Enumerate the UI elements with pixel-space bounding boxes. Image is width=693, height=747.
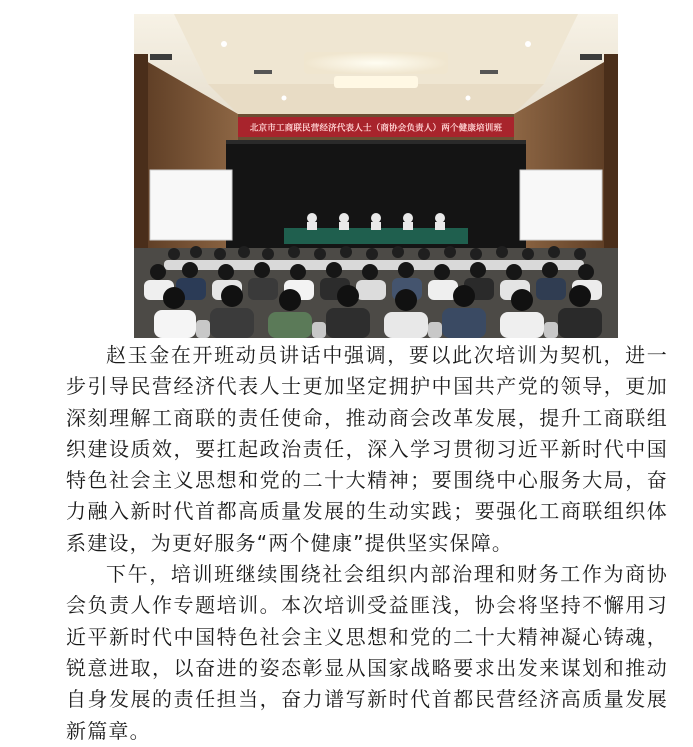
meeting-hall-illustration bbox=[134, 14, 618, 338]
article-paragraph-1: 赵玉金在开班动员讲话中强调，要以此次培训为契机，进一步引导民营经济代表人士更加坚定拥护中国共产党的领导，更加深刻理解工商联的责任使命，推动商会改革发展，提升工商联组织建设质效，要扛起政治责任，深入学习贯彻习近平新时代中国特色社会主义思想和党的二十大精神；要围绕中心服务大局，奋力融入新时代首都高质量发展的生动实践；要强化工商联组织体系建设，为更好服务“两个健康”提供坚实保障。 bbox=[66, 343, 668, 555]
meeting-photo bbox=[134, 14, 618, 338]
article-paragraph-2: 下午，培训班继续围绕社会组织内部治理和财务工作为商协会负责人作专题培训。本次培训受益匪浅，协会将坚持不懈用习近平新时代中国特色社会主义思想和党的二十大精神凝心铸魂，锐意进取，以奋进的姿态彰显从国家战略要求出发来谋划和推动自身发展的责任担当，奋力谱写新时代首都民营经济高质量发展新篇章。 bbox=[66, 562, 668, 743]
article-body bbox=[66, 340, 668, 747]
banner-text: 北京市工商联民营经济代表人士（商协会负责人）两个健康培训班 bbox=[249, 123, 503, 134]
